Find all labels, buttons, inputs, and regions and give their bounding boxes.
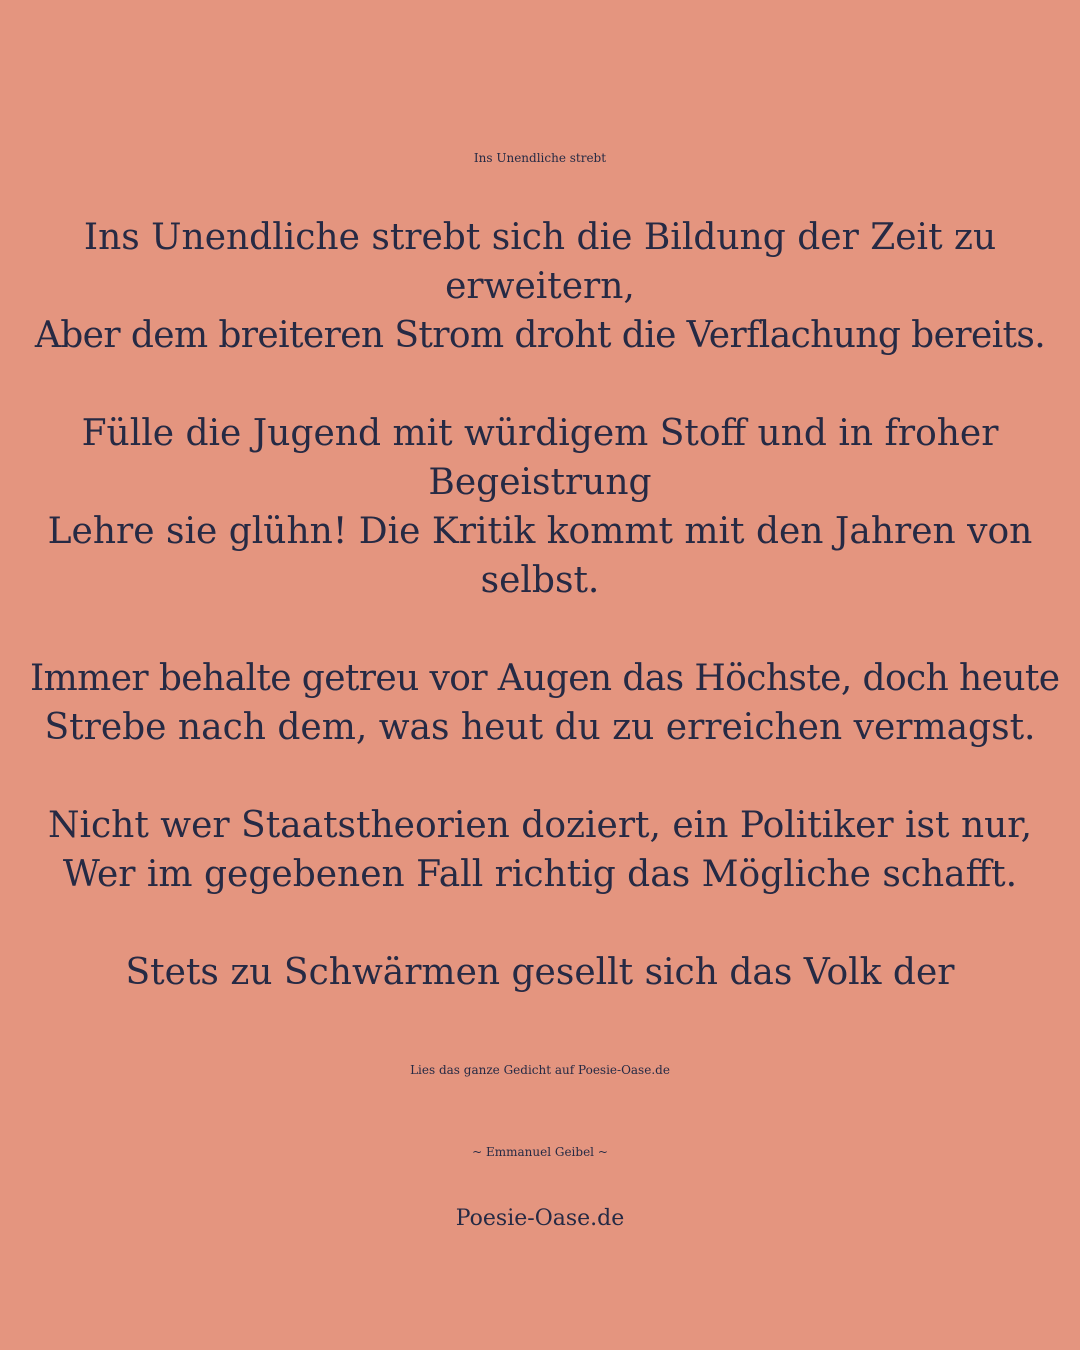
poem-line: selbst. [480,560,600,601]
poem-line: Lehre sie glühn! Die Kritik kommt mit den Jahren von [47,511,1033,552]
author-name: ~ Emmanuel Geibel ~ [472,1145,608,1159]
poem-line: erweitern, [445,266,635,307]
poem-line: Ins Unendliche strebt sich die Bildung der Zeit zu [83,217,997,258]
stanza [30,948,1050,997]
stanza [30,213,1050,360]
site-watermark: Poesie-Oase.de [455,1206,625,1231]
poem-body [30,213,1060,997]
stanza [30,801,1050,899]
poem-line: Stets zu Schwärmen gesellt sich das Volk der [125,952,955,993]
poem-line: Strebe nach dem, was heut du zu erreichen vermagst. [44,707,1036,748]
poem-line: Fülle die Jugend mit würdigem Stoff und in froher [81,413,999,454]
poem-line: Immer behalte getreu vor Augen das Höchste, doch heute [30,658,1060,699]
stanza [30,654,1060,752]
read-full-poem-text: Lies das ganze Gedicht auf Poesie-Oase.de [410,1063,670,1077]
poem-line: Aber dem breiteren Strom droht die Verflachung bereits. [34,315,1046,356]
poem-line: Begeistrung [428,462,652,503]
poem-line: Wer im gegebenen Fall richtig das Mögliche schafft. [62,854,1018,895]
poem-title: Ins Unendliche strebt [473,151,607,165]
stanza [30,409,1050,605]
poem-line: Nicht wer Staatstheorien doziert, ein Politiker ist nur, [47,805,1033,846]
